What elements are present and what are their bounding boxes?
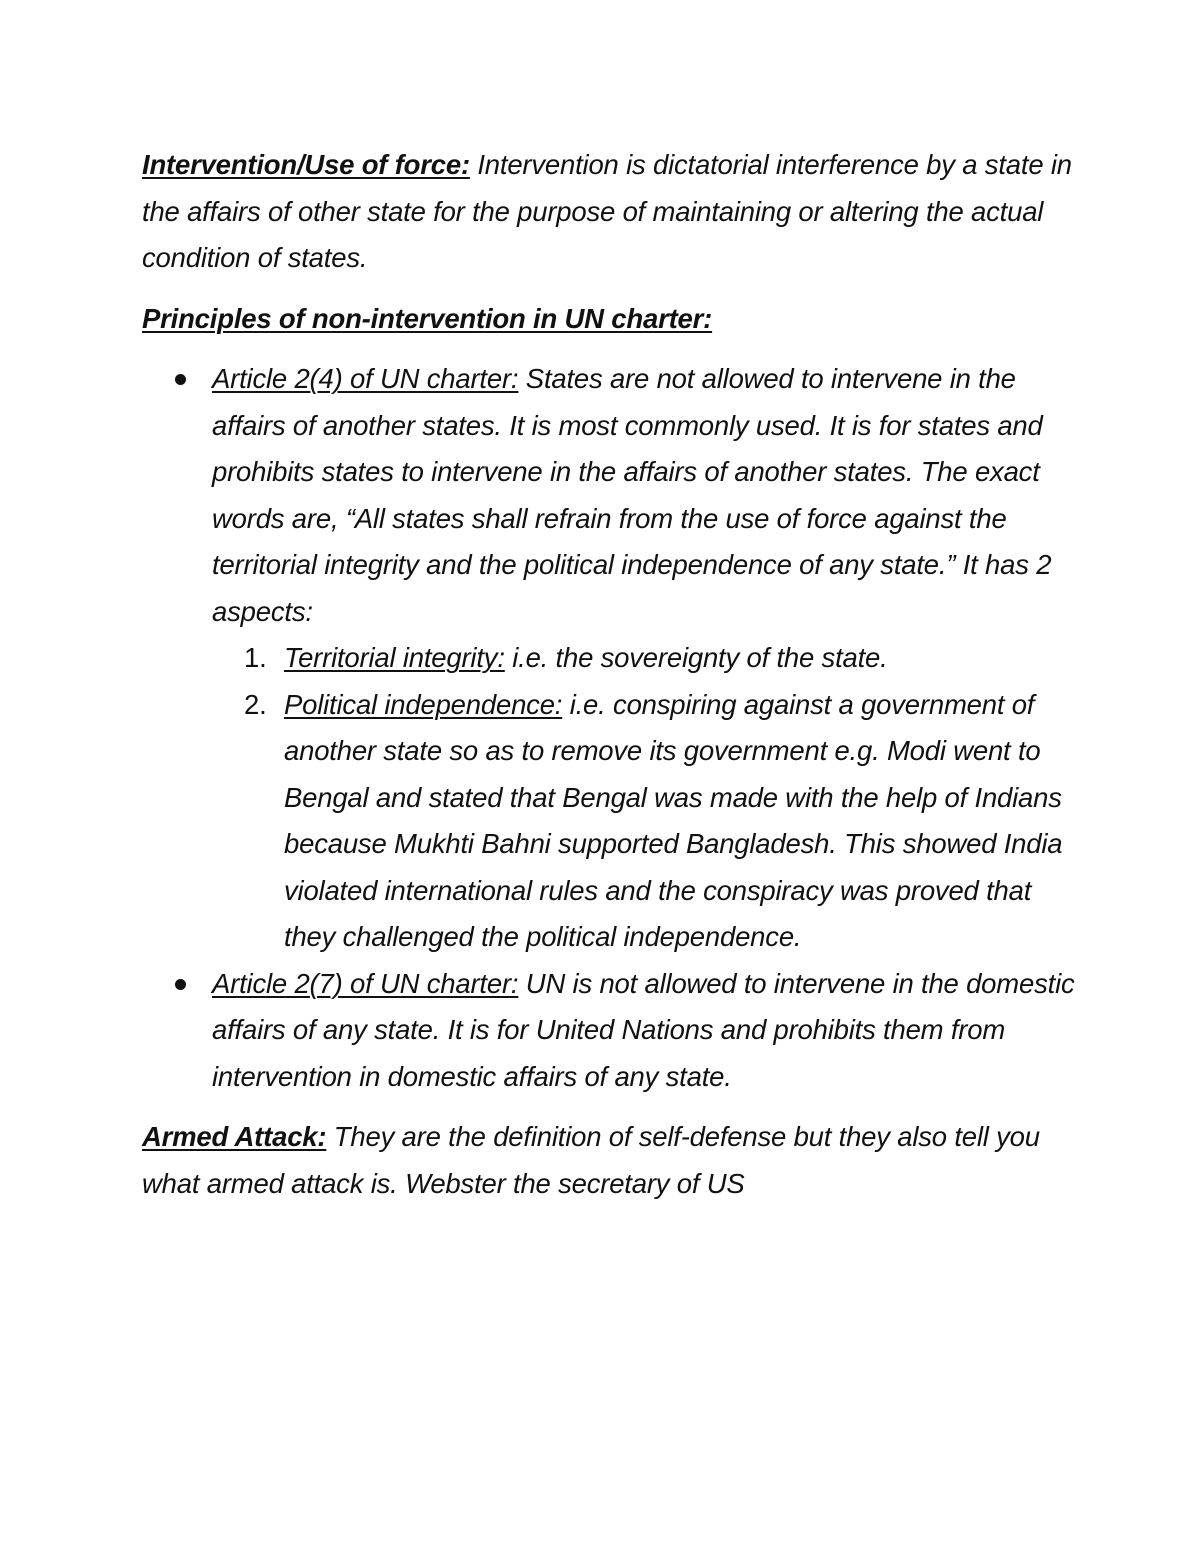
bullet-icon [175, 979, 186, 990]
list-item-article-2-7 [142, 961, 1077, 1101]
article-2-4-term: Article 2(4) of UN charter: [212, 363, 519, 394]
document-body [142, 142, 1077, 1207]
list-item-political-independence [212, 682, 1077, 961]
bullet-icon [175, 374, 186, 385]
armed-attack-text: They are the definition of self-defense but they also tell you what armed attack is. Webster the secretary of US [142, 1121, 1040, 1199]
aspect-number: 1. [244, 642, 267, 673]
principles-list [142, 356, 1077, 1100]
armed-attack-paragraph [142, 1114, 1077, 1207]
principles-heading [142, 296, 1077, 343]
intervention-definition: Intervention is dictatorial interference by a state in the affairs of other state for the purpose of maintaining or altering the actual condition of states. [142, 149, 1072, 273]
article-2-7-text: UN is not allowed to intervene in the domestic affairs of any state. It is for United Nations and prohibits them from intervention in domestic affairs of any state. [212, 967, 1075, 1092]
principles-heading-text: Principles of non-intervention in UN charter: [142, 302, 713, 334]
list-item-territorial-integrity [212, 635, 1077, 682]
political-independence-text: i.e. conspiring against a government of another state so as to remove its government e.g. Modi went to Bengal and stated that Bengal was made with the help of Indians because Mukhti Bahni supported Bangladesh. This showed India violated international rules and the conspiracy was proved that they challenged the political independence. [284, 688, 1063, 952]
article-2-4-text: States are not allowed to intervene in the affairs of another states. It is most commonly used. It is for states and prohibits states to intervene in the affairs of another states. The exact words are, “All states shall refrain from the use of force against the territorial integrity and the political independence of any state.” It has 2 aspects: [212, 363, 1052, 627]
article-2-7-term: Article 2(7) of UN charter: [212, 967, 519, 999]
aspect-number: 2. [244, 688, 267, 720]
territorial-integrity-term: Territorial integrity: [284, 642, 505, 673]
armed-attack-term: Armed Attack: [142, 1121, 327, 1152]
intervention-paragraph [142, 142, 1077, 282]
territorial-integrity-text: i.e. the sovereignty of the state. [504, 642, 888, 673]
intervention-term: Intervention/Use of force: [142, 149, 470, 180]
aspects-list [212, 635, 1077, 961]
list-item-article-2-4 [142, 356, 1077, 961]
political-independence-term: Political independence: [284, 688, 563, 720]
